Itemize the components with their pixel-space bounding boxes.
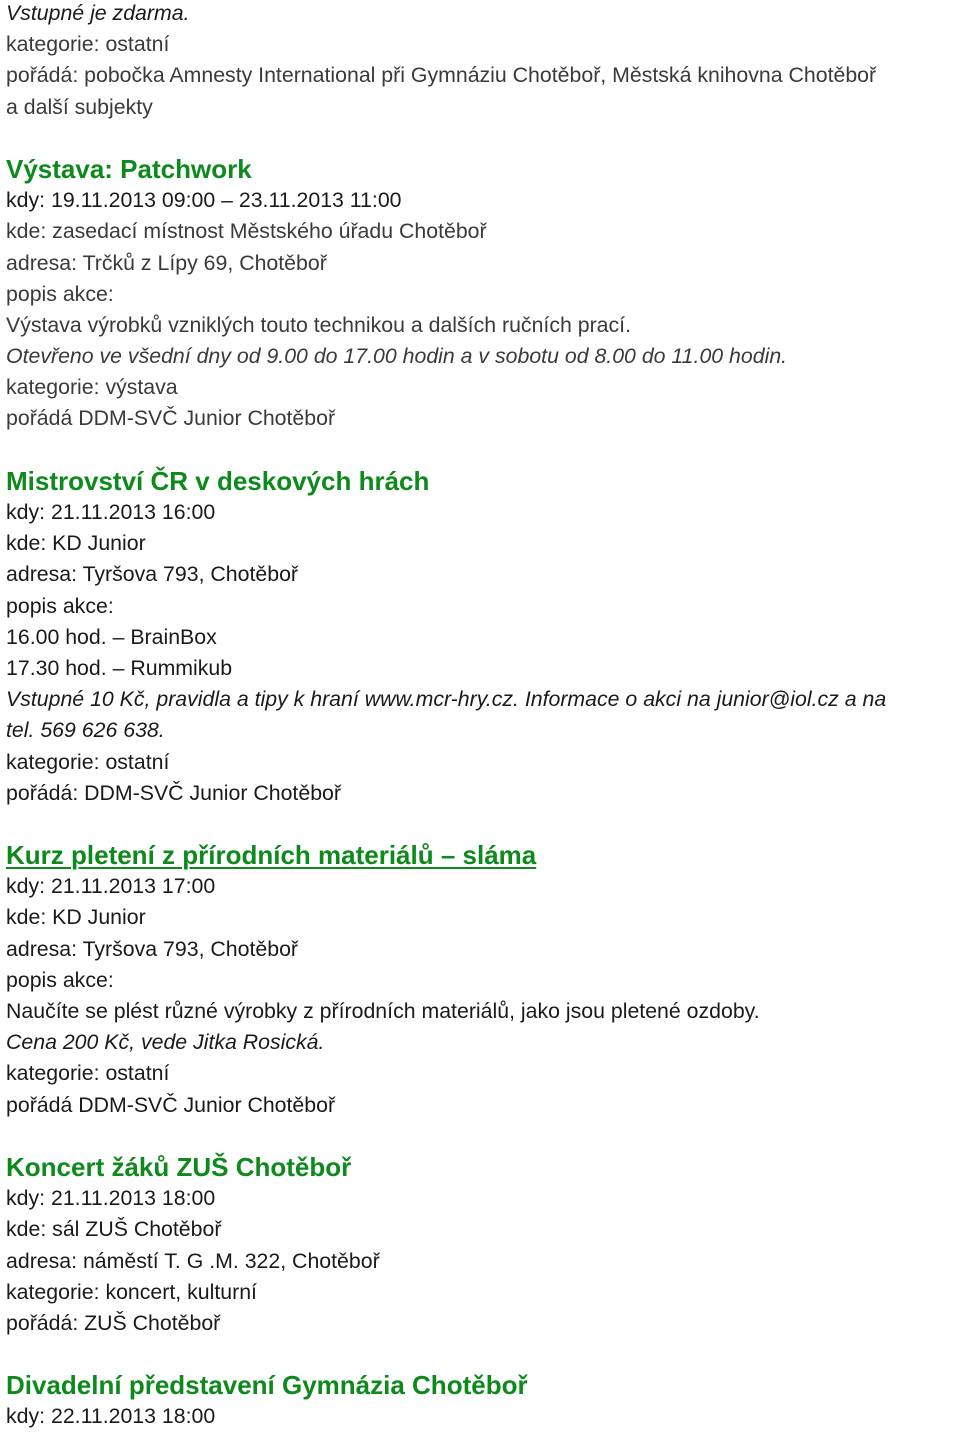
- event-gymnazium-theatre: [6, 1370, 960, 1432]
- event-description-label: popis akce:: [6, 593, 114, 618]
- event-where: kde: KD Junior: [6, 905, 146, 930]
- event-description-item: 16.00 hod. – BrainBox: [6, 624, 217, 649]
- event-organizer: pořádá: ZUŠ Chotěboř: [6, 1310, 221, 1335]
- event-organizer: pořádá DDM-SVČ Junior Chotěboř: [6, 1092, 336, 1117]
- event-description-label: popis akce:: [6, 281, 114, 306]
- event-category: kategorie: výstava: [6, 375, 178, 400]
- event-when: kdy: 21.11.2013 18:00: [6, 1186, 216, 1211]
- event-where: kde: sál ZUŠ Chotěboř: [6, 1217, 222, 1242]
- category-line: kategorie: ostatní: [6, 32, 170, 57]
- event-when: kdy: 19.11.2013 09:00 – 23.11.2013 11:00: [6, 188, 402, 213]
- event-description-price: Cena 200 Kč, vede Jitka Rosická.: [6, 1030, 325, 1055]
- event-title: Výstava: Patchwork: [6, 153, 252, 184]
- event-description-label: popis akce:: [6, 967, 114, 992]
- organizer-line: pořádá: pobočka Amnesty International při Gymnáziu Chotěboř, Městská knihovna Chotěboř: [6, 63, 877, 88]
- event-description: Naučíte se plést různé výrobky z přírodních materiálů, jako jsou pletené ozdoby.: [6, 999, 760, 1023]
- event-category: kategorie: ostatní: [6, 1061, 170, 1086]
- event-straw-weaving: [6, 840, 960, 1121]
- event-address: adresa: Tyršova 793, Chotěboř: [6, 936, 299, 961]
- organizer-line-continued: a další subjekty: [6, 94, 153, 119]
- event-title: Divadelní představení Gymnázia Chotěboř: [6, 1370, 528, 1401]
- event-where: kde: KD Junior: [6, 531, 146, 556]
- event-title: Mistrovství ČR v deskových hrách: [6, 465, 430, 496]
- entry-fee-note: Vstupné je zdarma.: [6, 1, 190, 25]
- intro-section: [6, 0, 960, 123]
- event-description-phone: tel. 569 626 638.: [6, 718, 165, 743]
- event-when: kdy: 22.11.2013 18:00: [6, 1404, 216, 1429]
- event-organizer: pořádá: DDM-SVČ Junior Chotěboř: [6, 780, 341, 805]
- event-description-item: 17.30 hod. – Rummikub: [6, 655, 233, 680]
- event-address: adresa: náměstí T. G .M. 322, Chotěboř: [6, 1248, 380, 1273]
- event-description-hours: Otevřeno ve všední dny od 9.00 do 17.00 hodin a v sobotu od 8.00 do 11.00 hodin.: [6, 344, 788, 369]
- event-zus-concert: [6, 1152, 960, 1339]
- event-address: adresa: Tyršova 793, Chotěboř: [6, 562, 299, 587]
- event-description: Výstava výrobků vzniklých touto technikou a dalších ručních prací.: [6, 312, 632, 337]
- event-title: Koncert žáků ZUŠ Chotěboř: [6, 1151, 352, 1182]
- event-where: kde: zasedací místnost Městského úřadu Chotěboř: [6, 219, 487, 244]
- event-description-note: Vstupné 10 Kč, pravidla a tipy k hraní www.mcr-hry.cz. Informace o akci na junior@iol.cz a na: [6, 687, 887, 712]
- event-when: kdy: 21.11.2013 16:00: [6, 500, 216, 524]
- event-patchwork: [6, 154, 960, 435]
- event-category: kategorie: koncert, kulturní: [6, 1279, 257, 1304]
- event-title: Kurz pletení z přírodních materiálů – sláma: [6, 840, 537, 871]
- event-address: adresa: Trčků z Lípy 69, Chotěboř: [6, 250, 327, 275]
- event-when: kdy: 21.11.2013 17:00: [6, 874, 216, 899]
- event-category: kategorie: ostatní: [6, 749, 170, 774]
- event-organizer: pořádá DDM-SVČ Junior Chotěboř: [6, 406, 336, 431]
- event-board-games: [6, 466, 960, 809]
